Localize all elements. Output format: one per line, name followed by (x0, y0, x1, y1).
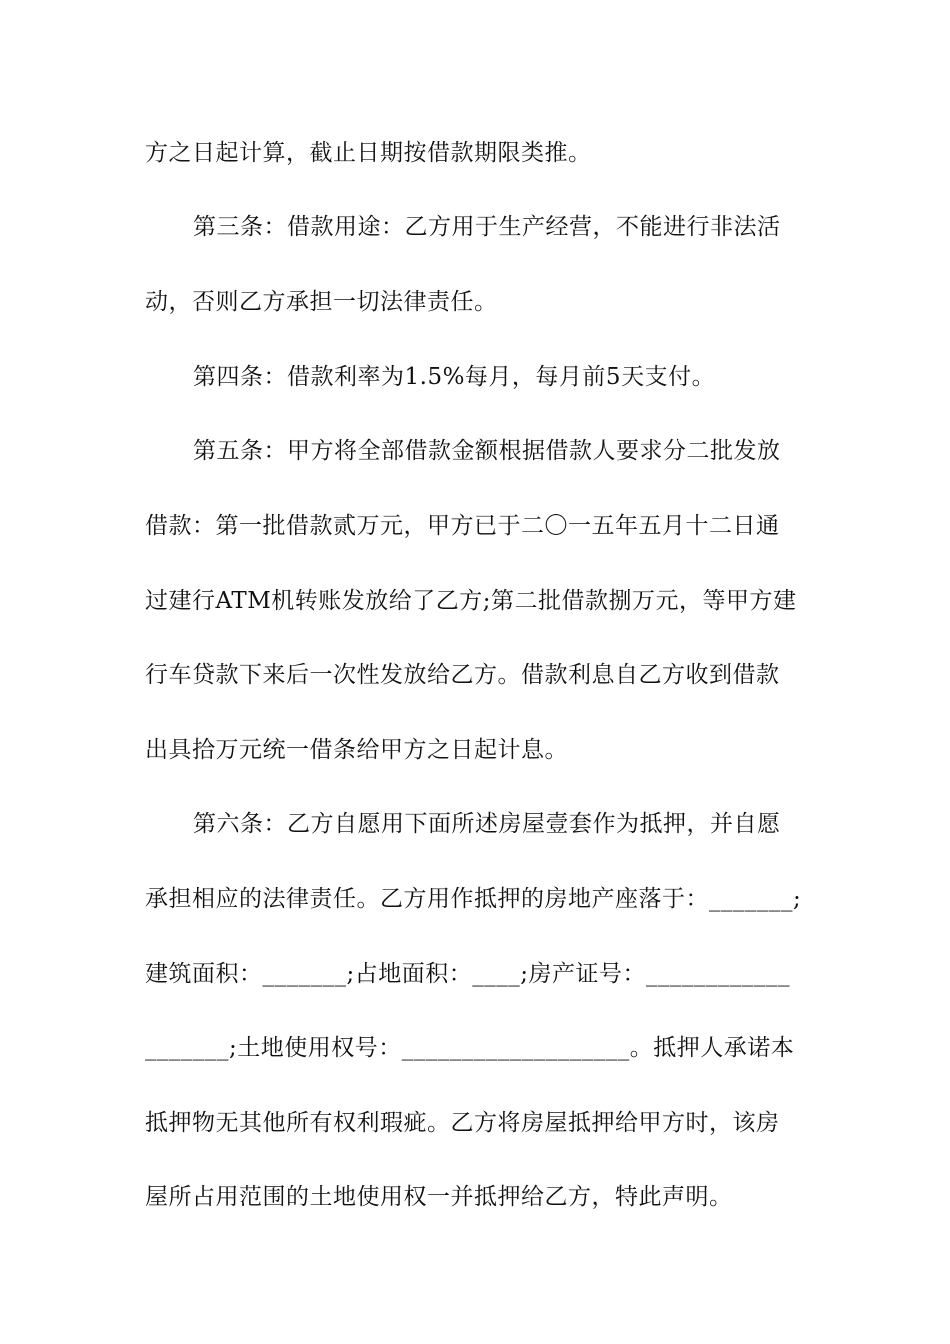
text-line-11: 承担相应的法律责任。乙方用作抵押的房地产座落于：_______; (145, 886, 802, 912)
text-line-4: 第四条：借款利率为1.5%每月，每月前5天支付。 (193, 364, 716, 390)
text-line-14: 抵押物无其他所有权利瑕疵。乙方将房屋抵押给甲方时，该房 (145, 1110, 780, 1136)
text-line-1: 方之日起计算，截止日期按借款期限类推。 (145, 140, 592, 166)
text-line-2: 第三条：借款用途：乙方用于生产经营，不能进行非法活 (193, 214, 781, 240)
text-line-7: 过建行ATM机转账发放给了乙方;第二批借款捌万元，等甲方建 (145, 588, 797, 614)
text-line-12: 建筑面积：_______;占地面积：____;房产证号：____________ (145, 961, 790, 987)
text-line-3: 动，否则乙方承担一切法律责任。 (145, 289, 498, 315)
text-line-13: _______;土地使用权号：___________________。抵押人承诺本 (145, 1035, 795, 1061)
text-line-9: 出具拾万元统一借条给甲方之日起计息。 (145, 737, 568, 763)
text-line-15: 屋所占用范围的土地使用权一并抵押给乙方，特此声明。 (145, 1184, 733, 1210)
text-line-6: 借款：第一批借款贰万元，甲方已于二〇一五年五月十二日通 (145, 513, 780, 539)
text-line-5: 第五条：甲方将全部借款金额根据借款人要求分二批发放 (193, 438, 781, 464)
text-line-10: 第六条：乙方自愿用下面所述房屋壹套作为抵押，并自愿 (193, 811, 781, 837)
text-line-8: 行车贷款下来后一次性发放给乙方。借款利息自乙方收到借款 (145, 662, 780, 688)
